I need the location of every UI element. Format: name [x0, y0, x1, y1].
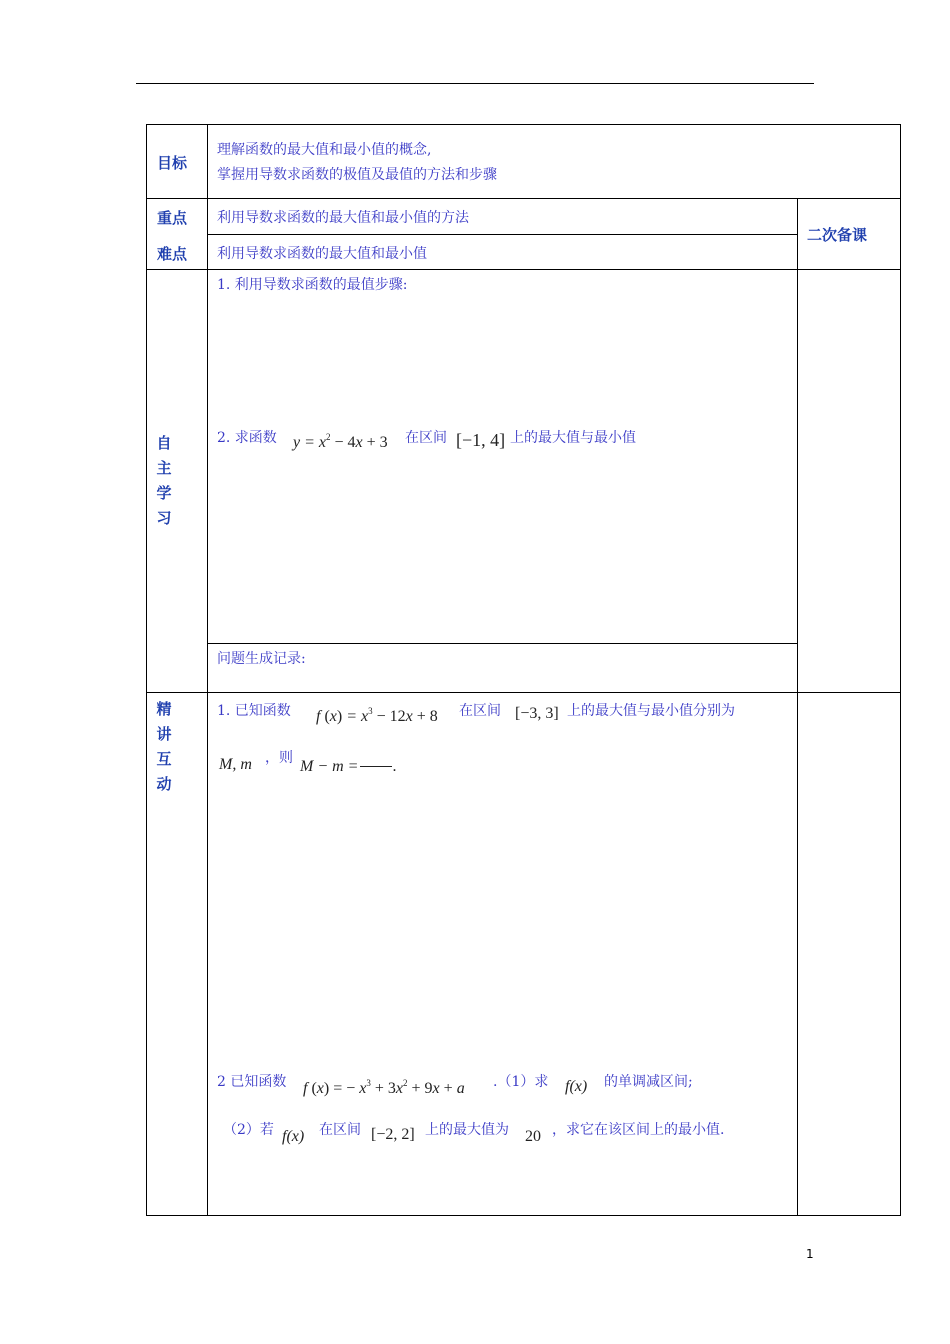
row-divider-self-study	[147, 692, 900, 693]
goal-label: 目标	[157, 154, 188, 172]
self-study-char: 自	[156, 434, 172, 452]
self-study-q2-mid: 在区间	[405, 430, 447, 446]
self-study-char: 主	[156, 459, 172, 477]
self-study-char: 学	[156, 484, 172, 502]
self-study-label	[154, 431, 174, 531]
example-2-value: 20	[525, 1128, 541, 1145]
row-divider-record	[208, 643, 797, 644]
goal-line-2: 掌握用导数求函数的极值及最值的方法和步骤	[217, 167, 497, 183]
lecture-label	[154, 697, 174, 797]
example-1-interval: [−3, 3]	[515, 705, 559, 722]
self-study-q2-function: $y = x^2 - 4x + 3$	[293, 432, 388, 451]
example-2-fx-2: f(x)	[282, 1128, 305, 1145]
col-divider-side	[797, 198, 798, 1215]
row-divider-goal	[147, 198, 900, 199]
page-number: 1	[806, 1247, 814, 1261]
example-1-prefix: 1. 已知函数	[217, 703, 291, 719]
example-1-mm: M, m	[219, 756, 252, 773]
lecture-char: 讲	[156, 725, 172, 743]
example-1-expression	[300, 758, 396, 776]
difficulty-text: 利用导数求函数的最大值和最小值	[217, 246, 427, 262]
example-2-prefix: 2 已知函数	[217, 1074, 287, 1090]
example-2-part-1-end: 的单调减区间;	[604, 1074, 693, 1090]
row-divider-difficulty	[147, 269, 900, 270]
lesson-plan-table	[146, 124, 901, 1216]
example-1-function: f $(x) = x^3 - 12x + 8$	[316, 706, 438, 725]
example-2-interval: [−2, 2]	[371, 1126, 415, 1143]
col-divider-label	[207, 125, 208, 1215]
self-study-q2-interval: [−1, 4]	[456, 430, 506, 450]
self-study-q2-suffix: 上的最大值与最小值	[510, 430, 636, 446]
secondary-prep-header: 二次备课	[807, 226, 868, 244]
self-study-char: 习	[156, 509, 172, 527]
example-2-part-2: （2）若	[223, 1122, 274, 1138]
difficulty-label: 难点	[157, 245, 188, 263]
key-point-label: 重点	[157, 209, 188, 227]
key-point-text: 利用导数求函数的最大值和最小值的方法	[217, 210, 469, 226]
question-record-label: 问题生成记录:	[217, 651, 306, 667]
lecture-char: 互	[156, 750, 172, 768]
example-2-fx: f(x)	[565, 1078, 588, 1095]
example-2-max: 上的最大值为	[425, 1122, 509, 1138]
lecture-char: 精	[156, 700, 172, 718]
example-1-then: ，则	[265, 750, 293, 766]
example-1-expression-text: M − m =	[300, 758, 359, 775]
self-study-q2-prefix: 2. 求函数	[217, 430, 277, 446]
example-2-end: ，求它在该区间上的最小值.	[552, 1122, 725, 1138]
example-2-function: f (x) = − $x^3 + 3x^2 + 9x + a$	[303, 1078, 465, 1097]
goal-line-1: 理解函数的最大值和最小值的概念,	[217, 142, 432, 158]
example-1-suffix: 上的最大值与最小值分别为	[567, 703, 735, 719]
self-study-question-1: 1. 利用导数求函数的最值步骤:	[217, 277, 408, 293]
example-2-mid: 在区间	[319, 1122, 361, 1138]
lecture-char: 动	[156, 775, 172, 793]
example-2-part-1: .（1）求	[493, 1074, 549, 1090]
row-divider-key	[208, 234, 797, 235]
header-rule	[136, 83, 814, 84]
example-1-end: .	[392, 758, 397, 775]
answer-blank[interactable]	[360, 766, 392, 767]
example-1-mid: 在区间	[459, 703, 501, 719]
